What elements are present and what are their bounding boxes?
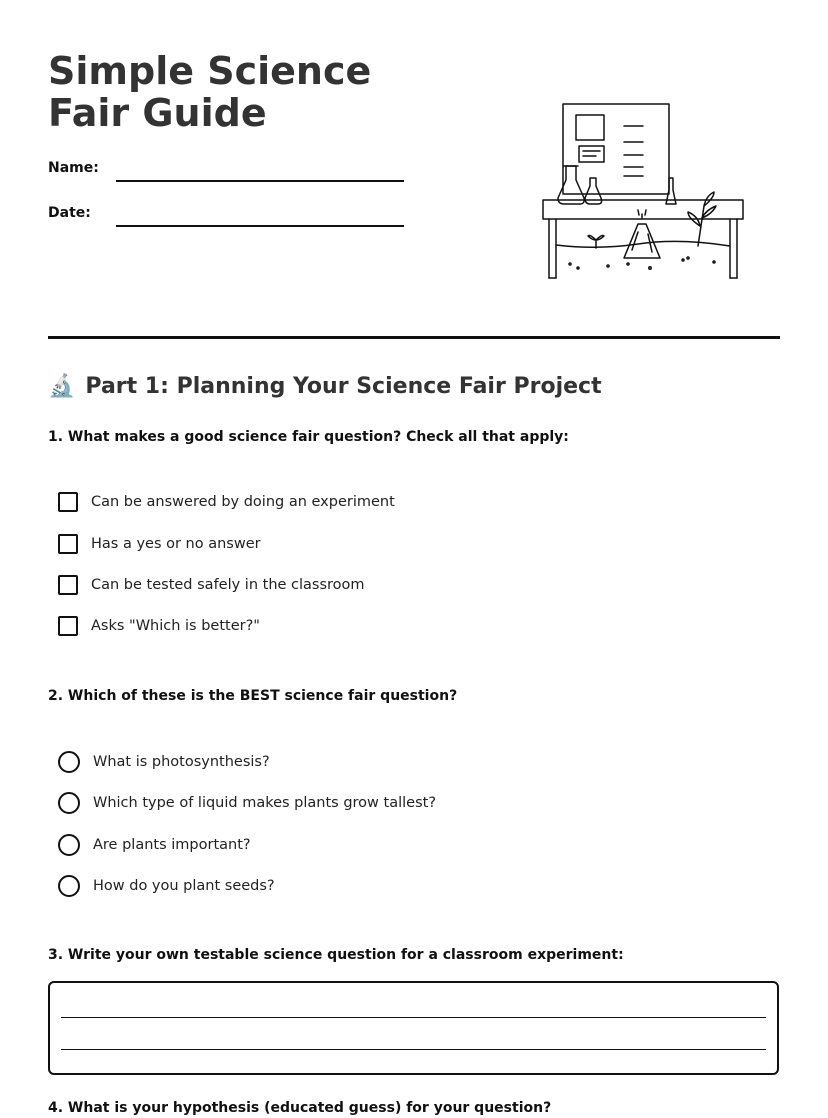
microscope-icon: 🔬 xyxy=(48,373,76,399)
q2-option-4[interactable] xyxy=(58,875,275,897)
option-label: Asks "Which is better?" xyxy=(91,618,260,634)
option-label: What is photosynthesis? xyxy=(93,754,270,770)
q1-option-4[interactable] xyxy=(58,616,260,636)
option-label: Has a yes or no answer xyxy=(91,536,261,552)
option-label: How do you plant seeds? xyxy=(93,878,275,894)
q1-option-2[interactable] xyxy=(58,534,261,554)
checkbox[interactable] xyxy=(58,575,78,595)
radio-button[interactable] xyxy=(58,751,80,773)
option-label: Can be answered by doing an experiment xyxy=(91,494,395,510)
radio-button[interactable] xyxy=(58,875,80,897)
q2-option-3[interactable] xyxy=(58,834,251,856)
q2-option-2[interactable] xyxy=(58,792,436,814)
option-label: Which type of liquid makes plants grow tallest? xyxy=(93,795,437,811)
science-fair-booth-illustration xyxy=(538,100,748,286)
checkbox[interactable] xyxy=(58,492,78,512)
question-3: 3. Write your own testable science question for a classroom experiment: xyxy=(48,947,624,963)
question-4: 4. What is your hypothesis (educated guess) for your question? xyxy=(48,1100,552,1116)
checkbox[interactable] xyxy=(58,616,78,636)
option-label: Are plants important? xyxy=(93,837,251,853)
question-2: 2. Which of these is the BEST science fair question? xyxy=(48,688,458,704)
q3-answer-box[interactable] xyxy=(48,981,779,1075)
part1-heading-text: Part 1: Planning Your Science Fair Project xyxy=(85,374,602,399)
section-divider xyxy=(48,336,780,339)
q2-option-1[interactable] xyxy=(58,751,270,773)
answer-line xyxy=(61,1049,766,1050)
radio-button[interactable] xyxy=(58,834,80,856)
date-label: Date: xyxy=(48,205,91,221)
part1-heading xyxy=(48,374,602,399)
option-label: Can be tested safely in the classroom xyxy=(91,577,365,593)
answer-line xyxy=(61,1017,766,1018)
question-1: 1. What makes a good science fair question? Check all that apply: xyxy=(48,429,569,445)
q1-option-1[interactable] xyxy=(58,492,395,512)
date-field[interactable] xyxy=(116,225,404,227)
checkbox[interactable] xyxy=(58,534,78,554)
name-label: Name: xyxy=(48,160,99,176)
page-title: Simple Science Fair Guide xyxy=(48,49,372,135)
radio-button[interactable] xyxy=(58,792,80,814)
q1-option-3[interactable] xyxy=(58,575,365,595)
name-field[interactable] xyxy=(116,180,404,182)
